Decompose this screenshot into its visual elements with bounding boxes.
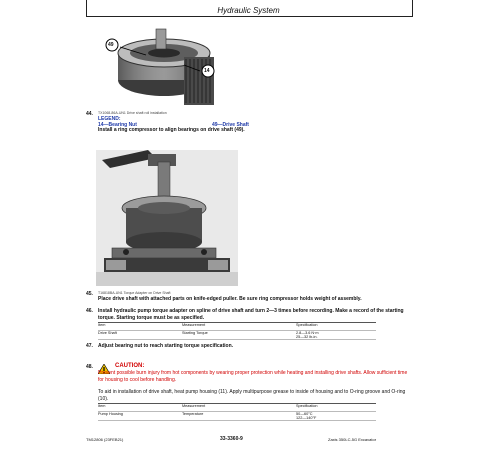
callout-14: 14 bbox=[204, 68, 210, 74]
step-46-text: Install hydraulic pump torque adapter on spline of drive shaft and turn 2—3 times before recording. Make a record of the starting torque. Starting torque must be as specified. bbox=[98, 308, 404, 321]
legend-item-14: 14—Bearing Nut bbox=[98, 122, 137, 128]
page-title: Hydraulic System bbox=[217, 6, 280, 15]
figure1-caption: TX1068-86A-UN1 Drive shaft roll installation bbox=[98, 111, 167, 115]
caution-title: CAUTION: bbox=[115, 363, 145, 369]
step-44-text: Install a ring compressor to align bearings on drive shaft (49). bbox=[98, 127, 245, 133]
table-cell-specification: 2.8—3.6 N·m 25—32 lb-in. bbox=[296, 331, 319, 339]
table-header-row bbox=[98, 404, 376, 412]
step-47-text: Adjust bearing nut to reach starting torque specification. bbox=[98, 343, 234, 349]
spec-table-pump-housing bbox=[98, 403, 376, 421]
table-row bbox=[98, 412, 376, 421]
table-row bbox=[98, 331, 376, 340]
figure2-caption: T16818BA-UN1 Torque Adapter on Drive Shaft bbox=[98, 291, 171, 295]
table-cell-measurement: Starting Torque bbox=[182, 331, 208, 335]
step-46-number: 46. bbox=[86, 308, 93, 314]
footer-page-number: 33-3360-9 bbox=[220, 436, 243, 442]
table-header-item: Item bbox=[98, 323, 106, 327]
footer-manual-id: TM12806 (23FEB21) bbox=[86, 437, 124, 442]
table-cell-specification: 50—60°C 122—140°F bbox=[296, 412, 317, 420]
drive-shaft-image bbox=[96, 25, 224, 107]
step-45-text: Place drive shaft with attached parts on knife-edged puller. Be sure ring compressor holds weight of assembly. bbox=[98, 296, 362, 302]
step-44-number: 44. bbox=[86, 111, 93, 117]
footer-model-name: Zaxis 350LC-5G Excavator bbox=[328, 437, 377, 442]
torque-adapter-image bbox=[96, 150, 238, 286]
caution-text: Prevent possible burn injury from hot components by wearing proper protection while heating and installing drive shafts. Allow sufficient time for housing to cool before handling. bbox=[98, 370, 408, 383]
legend-item-49: 49—Drive Shaft bbox=[212, 122, 249, 128]
step-45-number: 45. bbox=[86, 291, 93, 297]
table-header-specification: Specification bbox=[296, 323, 318, 327]
legend-title: LEGEND: bbox=[98, 116, 121, 122]
table-header-row bbox=[98, 323, 376, 331]
table-header-item: Item bbox=[98, 404, 106, 408]
table-cell-item: Drive Shaft bbox=[98, 331, 117, 335]
table-header-measurement: Measurement bbox=[182, 404, 206, 408]
table-cell-measurement: Temperature bbox=[182, 412, 204, 416]
step-48-number: 48. bbox=[86, 364, 93, 370]
spec-table-drive-shaft bbox=[98, 322, 376, 340]
step-48-text: To aid in installation of drive shaft, heat pump housing (11). Apply multipurpose grease to inside of housing and to O-ring groove and O-ring (10). bbox=[98, 389, 406, 402]
callout-49: 49 bbox=[108, 42, 114, 48]
table-cell-item: Pump Housing bbox=[98, 412, 123, 416]
step-47-number: 47. bbox=[86, 343, 93, 349]
table-header-measurement: Measurement bbox=[182, 323, 206, 327]
table-header-specification: Specification bbox=[296, 404, 318, 408]
